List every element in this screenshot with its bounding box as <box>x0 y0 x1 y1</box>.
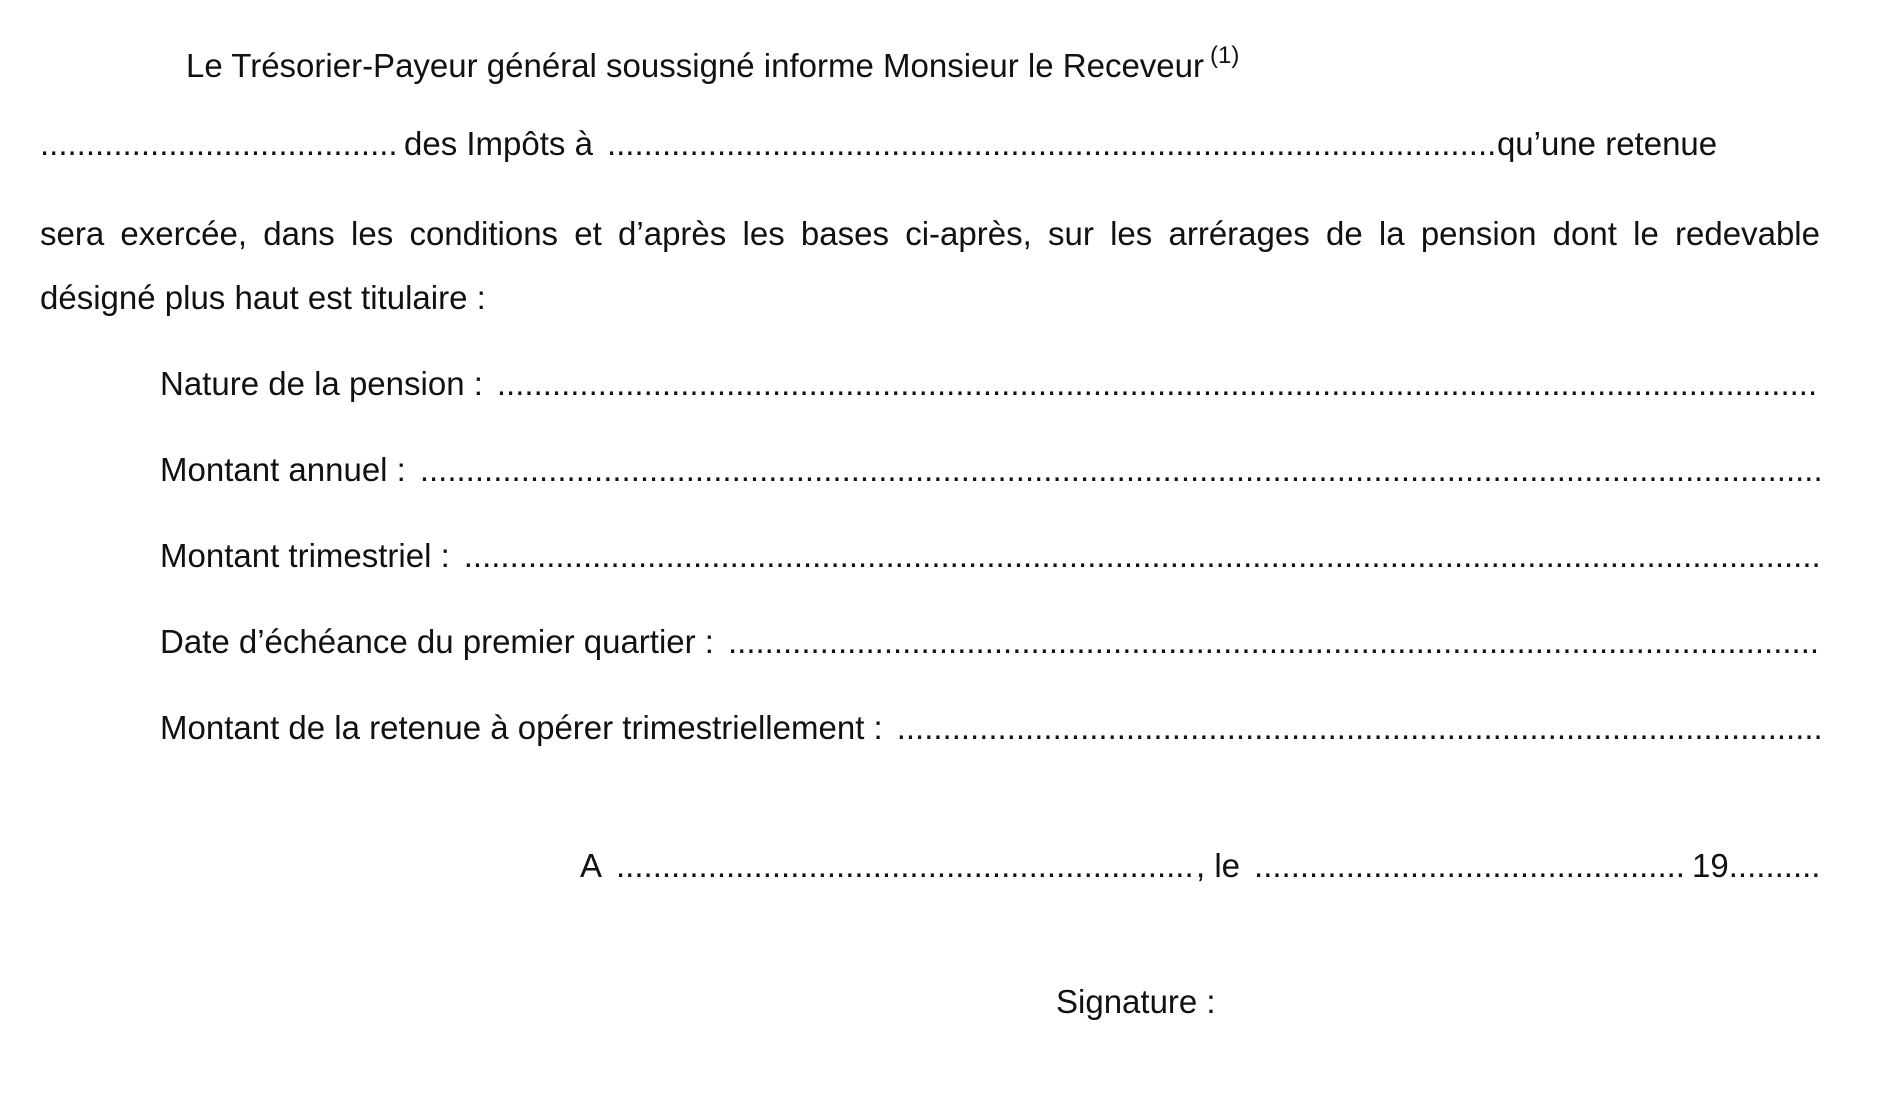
paragraph-line-1 <box>40 214 1820 254</box>
impots-location-blank[interactable] <box>607 124 1497 164</box>
impots-label: des Impôts à <box>404 125 593 162</box>
field-label-date-echeance: Date d’échéance du premier quartier : <box>160 623 714 660</box>
paragraph-text-2: désigné plus haut est titulaire : <box>40 279 486 316</box>
year-blank[interactable] <box>1729 846 1821 886</box>
field-row-montant-retenue <box>160 708 1820 748</box>
receveur-title-blank[interactable] <box>40 124 400 164</box>
field-label-montant-annuel: Montant annuel : <box>160 451 406 488</box>
field-blank-montant-annuel[interactable] <box>420 450 1820 490</box>
intro-line <box>186 36 1239 86</box>
field-blank-date-echeance[interactable] <box>728 622 1820 662</box>
signature-line <box>1056 982 1216 1022</box>
footnote-reference: (1) <box>1210 42 1240 69</box>
field-blank-montant-retenue[interactable] <box>897 708 1820 748</box>
place-date-line <box>580 846 1821 886</box>
paragraph-line-2 <box>40 278 486 318</box>
place-blank[interactable] <box>616 846 1196 886</box>
field-row-montant-trimestriel <box>160 536 1820 576</box>
field-label-montant-trimestriel: Montant trimestriel : <box>160 537 450 574</box>
intro-text: Le Trésorier-Payeur général soussigné informe Monsieur le Receveur <box>186 47 1204 84</box>
paragraph-text-1: sera exercée, dans les conditions et d’après les bases ci-après, sur les arrérages de la pension dont le redevable <box>40 215 1820 252</box>
field-blank-nature[interactable] <box>497 364 1820 404</box>
year-prefix: 19 <box>1692 847 1729 884</box>
field-row-nature <box>160 364 1820 404</box>
field-label-nature: Nature de la pension : <box>160 365 483 402</box>
field-row-date-echeance <box>160 622 1820 662</box>
date-label: , le <box>1196 847 1241 884</box>
signature-label: Signature : <box>1056 983 1216 1020</box>
place-label: A <box>580 847 603 884</box>
date-blank[interactable] <box>1254 846 1684 886</box>
field-label-montant-retenue: Montant de la retenue à opérer trimestriellement : <box>160 709 883 746</box>
field-blank-montant-trimestriel[interactable] <box>464 536 1820 576</box>
address-line <box>40 124 1717 164</box>
field-row-montant-annuel <box>160 450 1820 490</box>
retenue-text: qu’une retenue <box>1496 125 1718 162</box>
